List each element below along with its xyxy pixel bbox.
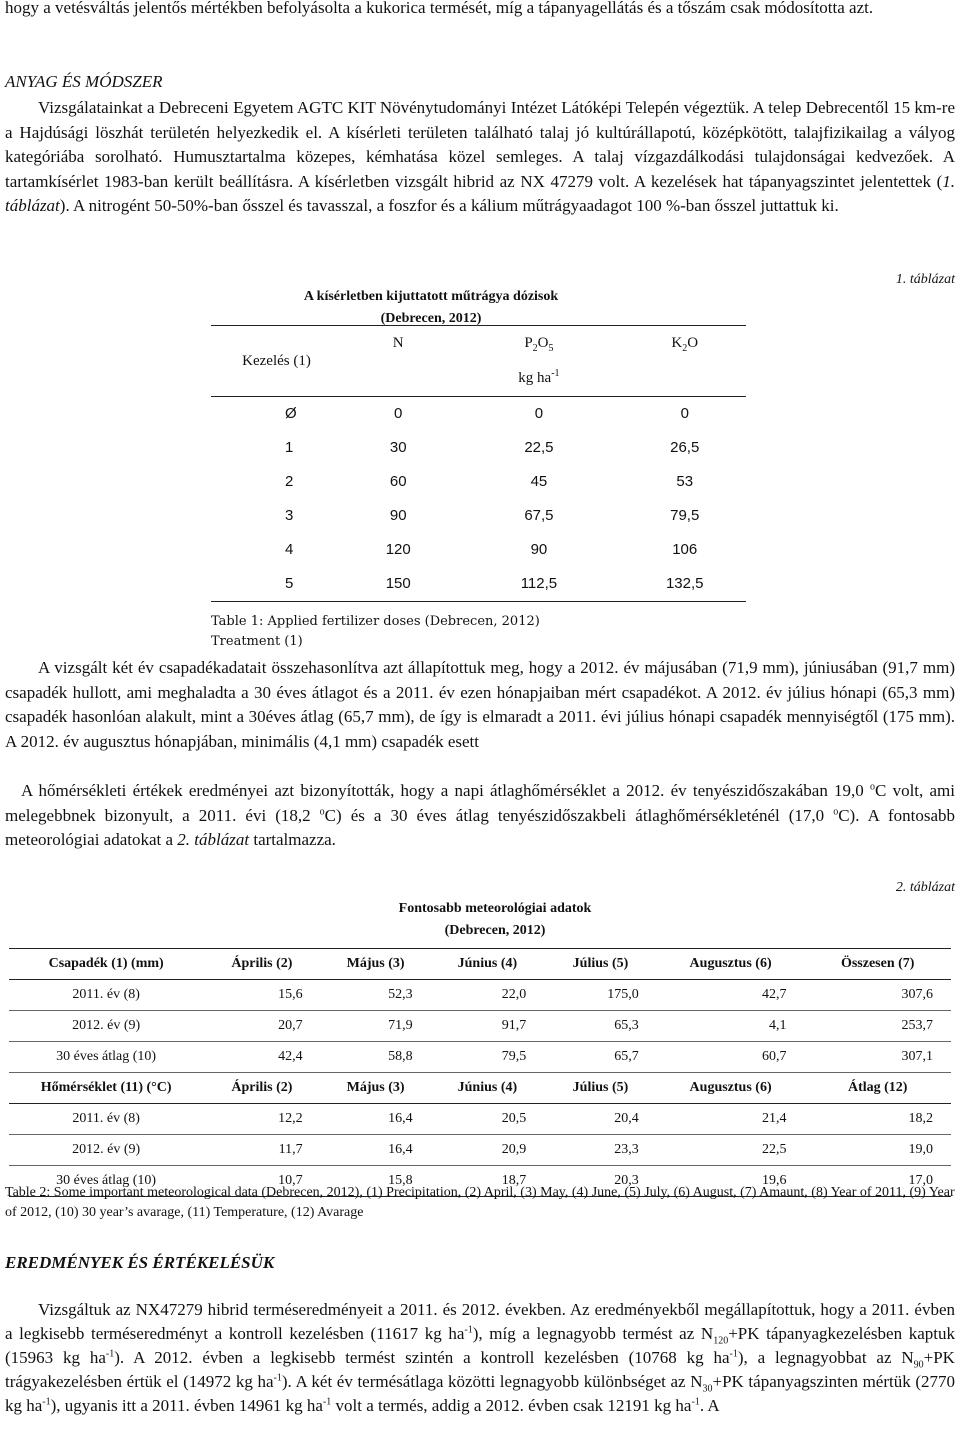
table1-cell: 106	[672, 540, 698, 558]
table2-cell: 22,5	[657, 1135, 805, 1166]
table1-col-p: $P_2O_5$	[454, 326, 623, 362]
table2-cell: 20,5	[431, 1104, 545, 1135]
table1-cell: 132,5	[623, 567, 746, 602]
table2	[9, 948, 951, 1197]
table2-title	[335, 898, 655, 942]
table2-cell: 307,1	[804, 1042, 951, 1073]
methods-table-ref: 1. táblázat	[5, 171, 955, 215]
table1-cell: 2	[285, 472, 294, 490]
table2-cell: 65,7	[544, 1042, 656, 1073]
table2-row	[9, 980, 951, 1011]
table2-cell: 20,4	[544, 1104, 656, 1135]
table2-cell: 18,7	[431, 1166, 545, 1197]
table1-row	[211, 465, 746, 499]
table1-cell: 112,5	[454, 567, 623, 602]
precipitation-paragraph: A vizsgált két év csapadékadatait összehasonlítva azt állapítottuk meg, hogy a 2012. év májusában (71,9 mm), júniusában (91,7 mm) csapadék hullott, ami meghaladta a 30 éves átlagot és a 2011. év ezen hónapjaiban mért csapadékot. A 2012. év július hónapi (65,3 mm) csapadék hasonlóan alakult, mint a 30éves átlag (65,7 mm), de így is elmaradt a 2011. évi július hónapi csapadék mennyiségtől (175 mm). A 2012. év augusztus hónapjában, minimális (4,1 mm) csapadék esett	[5, 658, 955, 751]
results-paragraph: Vizsgáltuk az NX47279 hibrid terméseredményeit a 2011. és 2012. években. Az eredményekből megállapítottuk, hogy a 2011. évben a legkisebb terméseredményt a kontroll kezelésben (11617 kg $ha^{-1}$), míg a legnagyobb termést az $N_{120}+PK$ tápanyagkezelésben kaptuk (15963 kg $ha^{-1}$). A 2012. évben a legkisebb termést szintén a kontroll kezelésben (10768 kg $ha^{-1}$), a legnagyobbat az $N_{90}+PK$ trágyakezelésben értük el (14972 kg $ha^{-1}$). A két év termésátlaga közötti legnagyobb különbséget az $N_{30}+PK$ tápanyagszinten mértük (2770 kg $ha^{-1}$), ugyanis itt a 2011. évben 14961 kg $ha^{-1}$ volt a termés, addig a 2012. évben csak 12191 kg $ha^{-1}$. A	[5, 1300, 955, 1415]
table2-cell: 15,6	[203, 980, 320, 1011]
table1-caption-treatment: Treatment (1)	[211, 634, 303, 649]
table1-cell: 0	[342, 397, 454, 432]
methods-text-tail: ). A nitrogént 50-50%-ban ősszel és tavasszal, a foszfor és a kálium műtrágyaadagot 100 %-ban ősszel juttattuk ki.	[59, 196, 839, 215]
methods-text: Vizsgálatainkat a Debreceni Egyetem AGTC KIT Növénytudományi Intézet Látóképi Telepén végeztük. A telep Debrecentől 15 km-re a Hajdúsági löszhát területén helyezkedik el. A kísérleti területen található talaj jó kultúrállapotú, középkötött, talajfizikailag a vályog kategóriába sorolható. Humusztartalma közepes, kémhatása közel semleges. A talaj vízgazdálkodási tulajdonságai kedvezőek. A tartamkísérlet 1983-ban került beállításra. A kísérletben vizsgált hibrid az NX 47279 volt. A kezelések hat tápanyagszintet jelentettek (	[5, 98, 955, 191]
table2-cell: 16,4	[321, 1135, 431, 1166]
table1-cell: 26,5	[670, 438, 700, 456]
table1-row	[211, 499, 746, 533]
table1-body	[211, 397, 746, 602]
table2-label: 2. táblázat	[895, 880, 955, 895]
table2-cell: 91,7	[431, 1011, 545, 1042]
table2-header-cell: Átlag (12)	[804, 1073, 951, 1104]
table2-cell: 22,0	[431, 980, 545, 1011]
table1-cell: 45	[530, 472, 548, 490]
table2-cell: 2012. év (9)	[9, 1135, 203, 1166]
table1-cell: 53	[676, 472, 694, 490]
table2-title-line2: (Debrecen, 2012)	[444, 923, 546, 938]
table2-header-cell: Június (4)	[431, 949, 545, 980]
table2-header-cell: Április (2)	[203, 949, 320, 980]
table1-caption-en: Table 1: Applied fertilizer doses (Debrecen, 2012)	[211, 614, 540, 629]
table1-col-n: N	[342, 326, 454, 362]
table2-header-row	[9, 1073, 951, 1104]
table1-cell: 79,5	[670, 506, 700, 524]
table2-header-cell: Július (5)	[544, 1073, 656, 1104]
table1-label: 1. táblázat	[895, 272, 955, 287]
table1-unit: kg $ha^{-1}$	[518, 368, 560, 387]
table1-cell: 67,5	[524, 506, 554, 524]
table2-cell: 52,3	[321, 980, 431, 1011]
table1-title-line2: (Debrecen, 2012)	[380, 311, 482, 326]
table1-cell: 5	[211, 567, 342, 602]
table2-row	[9, 1104, 951, 1135]
table1	[211, 325, 746, 602]
table2-cell: 20,7	[203, 1011, 320, 1042]
table2-row	[9, 1011, 951, 1042]
table1-title-line1: A kísérletben kijuttatott műtrágya dózisok	[303, 289, 559, 304]
table2-cell: 58,8	[321, 1042, 431, 1073]
table1-col-k: $K_2O$	[623, 326, 746, 362]
table2-header-cell: Július (5)	[544, 949, 656, 980]
table2-cell: 2011. év (8)	[9, 1104, 203, 1135]
table1-cell: 30	[389, 438, 407, 456]
table1-treatment-header: Kezelés (1)	[211, 326, 342, 397]
table1-row	[211, 397, 746, 432]
table2-cell: 42,7	[657, 980, 805, 1011]
table2-cell: 21,4	[657, 1104, 805, 1135]
table2-cell: 19,6	[657, 1166, 805, 1197]
table1-cell: 4	[285, 540, 294, 558]
table2-cell: 60,7	[657, 1042, 805, 1073]
table2-cell: 20,9	[431, 1135, 545, 1166]
table2-cell: 175,0	[544, 980, 656, 1011]
table1-cell: 90	[530, 540, 548, 558]
table2-cell: 17,0	[804, 1166, 951, 1197]
table1-cell: Ø	[211, 397, 342, 432]
table2-header-cell: Május (3)	[321, 949, 431, 980]
table2-ref: 2. táblázat	[177, 830, 250, 849]
table2-cell: 30 éves átlag (10)	[9, 1166, 203, 1197]
table2-cell: 19,0	[804, 1135, 951, 1166]
table2-cell: 2011. év (8)	[9, 980, 203, 1011]
table2-cell: 15,8	[321, 1166, 431, 1197]
table2-cell: 12,2	[203, 1104, 320, 1135]
table2-cell: 16,4	[321, 1104, 431, 1135]
table2-header-cell: Hőmérséklet (11) (°C)	[9, 1073, 203, 1104]
temperature-paragraph: A hőmérsékleti értékek eredményei azt bizonyították, hogy a napi átlaghőmérséklet a 2012. év tenyészidőszakában 19,0 $^o$C volt, ami melegebbnek bizonyult, a 2011. évi (18,2 $^o$C) és a 30 éves átlag tenyészidőszakbeli átlaghőmérsékleténél (17,0 $^o$C). A fontosabb meteorológiai adatokat a 2. táblázat tartalmazza.	[5, 781, 955, 849]
methods-heading: ANYAG ÉS MÓDSZER	[5, 72, 163, 91]
table2-caption: Table 2: Some important meteorological data (Debrecen, 2012), (1) Precipitation, (2) April, (3) May, (4) June, (5) July, (6) August, (7) Amaunt, (8) Year of 2011, (9) Year of 2012, (10) 30 year’s avarage, (11) Temperature, (12) Avarage	[5, 1185, 955, 1220]
table1-cell: 90	[389, 506, 407, 524]
table2-cell: 2012. év (9)	[9, 1011, 203, 1042]
table2-cell: 42,4	[203, 1042, 320, 1073]
table2-cell: 11,7	[203, 1135, 320, 1166]
table1-caption	[211, 612, 540, 652]
table1-cell: 3	[285, 506, 294, 524]
table2-cell: 307,6	[804, 980, 951, 1011]
table1-row	[211, 431, 746, 465]
table2-title-line1: Fontosabb meteorológiai adatok	[398, 901, 592, 916]
table2-row	[9, 1042, 951, 1073]
table2-header-cell: Május (3)	[321, 1073, 431, 1104]
table2-header-cell: Augusztus (6)	[657, 949, 805, 980]
results-heading: EREDMÉNYEK ÉS ÉRTÉKELÉSÜK	[5, 1253, 275, 1272]
table1-row	[211, 567, 746, 602]
table1-cell: 120	[385, 540, 411, 558]
table2-row	[9, 1135, 951, 1166]
table1-row	[211, 533, 746, 567]
table2-cell: 23,3	[544, 1135, 656, 1166]
table2-cell: 79,5	[431, 1042, 545, 1073]
table2-header-cell: Csapadék (1) (mm)	[9, 949, 203, 980]
table2-header-cell: Augusztus (6)	[657, 1073, 805, 1104]
table2-cell: 4,1	[657, 1011, 805, 1042]
table2-cell: 71,9	[321, 1011, 431, 1042]
table1-cell: 150	[342, 567, 454, 602]
table2-cell: 65,3	[544, 1011, 656, 1042]
table1-cell: 1	[285, 438, 294, 456]
table2-cell: 10,7	[203, 1166, 320, 1197]
table2-header-cell: Április (2)	[203, 1073, 320, 1104]
table1-cell: 0	[623, 397, 746, 432]
table1-title	[211, 286, 651, 330]
intro-paragraph: hogy a vetésváltás jelentős mértékben befolyásolta a kukorica termését, míg a tápanyagellátás és a tőszám csak módosította azt.	[5, 0, 874, 17]
table1-cell: 0	[454, 397, 623, 432]
table2-cell: 253,7	[804, 1011, 951, 1042]
table2-header-row	[9, 949, 951, 980]
table1-cell: 60	[389, 472, 407, 490]
table1-cell: 22,5	[524, 438, 554, 456]
table2-cell: 18,2	[804, 1104, 951, 1135]
table2-header-cell: Június (4)	[431, 1073, 545, 1104]
methods-paragraph	[5, 96, 955, 219]
table2-header-cell: Összesen (7)	[804, 949, 951, 980]
table2-cell: 20,3	[544, 1166, 656, 1197]
table2-cell: 30 éves átlag (10)	[9, 1042, 203, 1073]
